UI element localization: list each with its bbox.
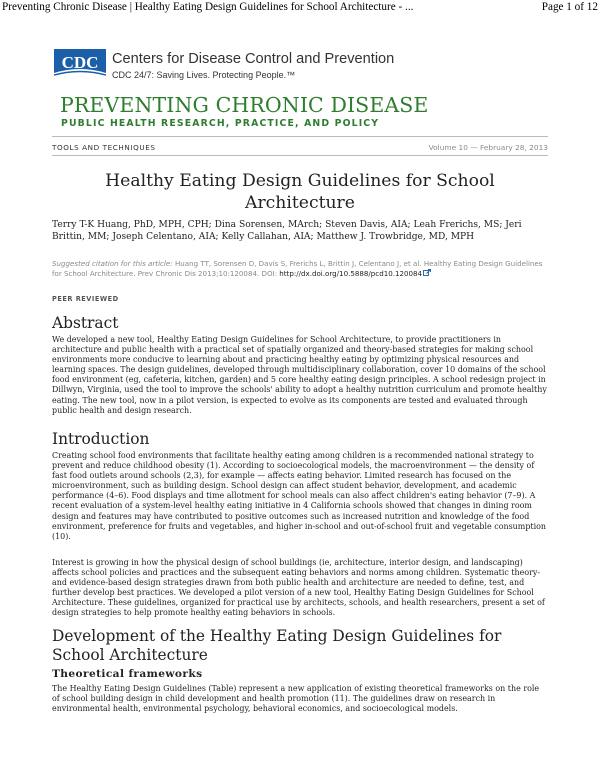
section-label: TOOLS AND TECHNIQUES (52, 143, 156, 152)
doi-link[interactable]: http://dx.doi.org/10.5888/pcd10.120084 (279, 269, 423, 278)
cdc-logo-text: CDC (61, 53, 99, 72)
introduction-paragraph-2: Interest is growing in how the physical design of school buildings (ie, architecture, interior design, and landscaping) affects school policies and practices and the subsequent eating behaviors and norms among children. Systematic theory- and evidence-based design strategies drawn from both public health and architecture are needed to define, test, and further develop best practices. We developed a pilot version of a new tool, Healthy Eating Design Guidelines for School Architecture. These guidelines, organized for practical use by architects, schools, and health researchers, present a set of design strategies to help promote healthy eating behaviors in schools. (52, 558, 545, 618)
meta-divider (52, 155, 548, 156)
journal-subtitle: PUBLIC HEALTH RESEARCH, PRACTICE, AND POLICY (61, 118, 380, 129)
suggested-citation (52, 259, 548, 279)
author-list: Terry T-K Huang, PhD, MPH, CPH; Dina Sorensen, MArch; Steven Davis, AIA; Leah Frerichs, MS; Jeri Brittin, MM; Joseph Celentano, AIA; Kelly Callahan, AIA; Matthew J. Trowbridge, MD, MPH (52, 220, 522, 242)
theoretical-frameworks-text: The Healthy Eating Design Guidelines (Table) represent a new application of existing theoretical frameworks on the role of school building design in child development and health promotion (11). The guidelines draw on research in environmental health, environmental psychology, behavioral economics, and socioecological models. (52, 684, 540, 714)
header-divider (52, 136, 548, 137)
abstract-text: We developed a new tool, Healthy Eating Design Guidelines for School Architecture, to provide practitioners in architecture and public health with a practical set of spatially organized and theory-based strategies for making school environments more conducive to learning about and practicing healthy eating by optimizing physical resources and learning spaces. The design guidelines, developed through multidisciplinary collaboration, cover 10 domains of the school food environment (eg, cafeteria, kitchen, garden) and 5 core healthy eating design principles. A school redesign project in Dillwyn, Virginia, used the tool to improve the schools' ability to adopt a healthy nutrition curriculum and promote healthy eating. The new tool, now in a pilot version, is expected to evolve as its components are tested and evaluated through public health and design research. (52, 335, 547, 415)
agency-name: Centers for Disease Control and Prevention (112, 51, 395, 67)
volume-date: Volume 10 — February 28, 2013 (428, 143, 548, 152)
theoretical-frameworks-heading: Theoretical frameworks (52, 668, 203, 680)
pdf-header-title: Preventing Chronic Disease | Healthy Eating Design Guidelines for School Architecture - ... (2, 1, 414, 13)
cdc-logo-icon[interactable] (54, 49, 106, 80)
journal-name: PREVENTING CHRONIC DISEASE (60, 93, 429, 117)
article-title: Healthy Eating Design Guidelines for School Architecture (105, 171, 495, 213)
citation-text: Huang TT, Sorensen D, Davis S, Frerichs L, Brittin J, Celentano J, et al. Healthy Eating Design Guidelines for School Architecture. Prev Chronic Dis 2013;10:120084. DOI: (52, 259, 543, 278)
external-link-icon[interactable] (423, 269, 431, 277)
pdf-print-header (0, 0, 600, 14)
introduction-heading: Introduction (52, 430, 150, 448)
introduction-paragraph-1: Creating school food environments that facilitate healthy eating among children is a recommended national strategy to prevent and reduce childhood obesity (1). According to socioecological models, the macroenvironment — the density of fast food outlets around schools (2,3), for example — affects eating behavior. Limited research has focused on the microenvironment, such as building design. School design can affect student behavior, development, and academic performance (4–6). Food displays and time allotment for school meals can also affect children's eating behavior (7–9). A recent evaluation of a system-level healthy eating initiative in 4 California schools showed that changes in dining room design and features may have contributed to positive outcomes such as increased nutrition and knowledge of the food environment, preference for fruits and vegetables, and higher in-school and out-of-school fruit and vegetable consumption (10). (52, 451, 547, 541)
agency-tagline: CDC 24/7: Saving Lives. Protecting People.™ (112, 70, 296, 80)
pdf-header-page: Page 1 of 12 (541, 1, 598, 13)
development-heading: Development of the Healthy Eating Design Guidelines for School Architecture (52, 627, 502, 664)
citation-label: Suggested citation for this article: (52, 259, 173, 268)
peer-reviewed-label: PEER REVIEWED (52, 295, 119, 303)
abstract-heading: Abstract (52, 314, 119, 332)
